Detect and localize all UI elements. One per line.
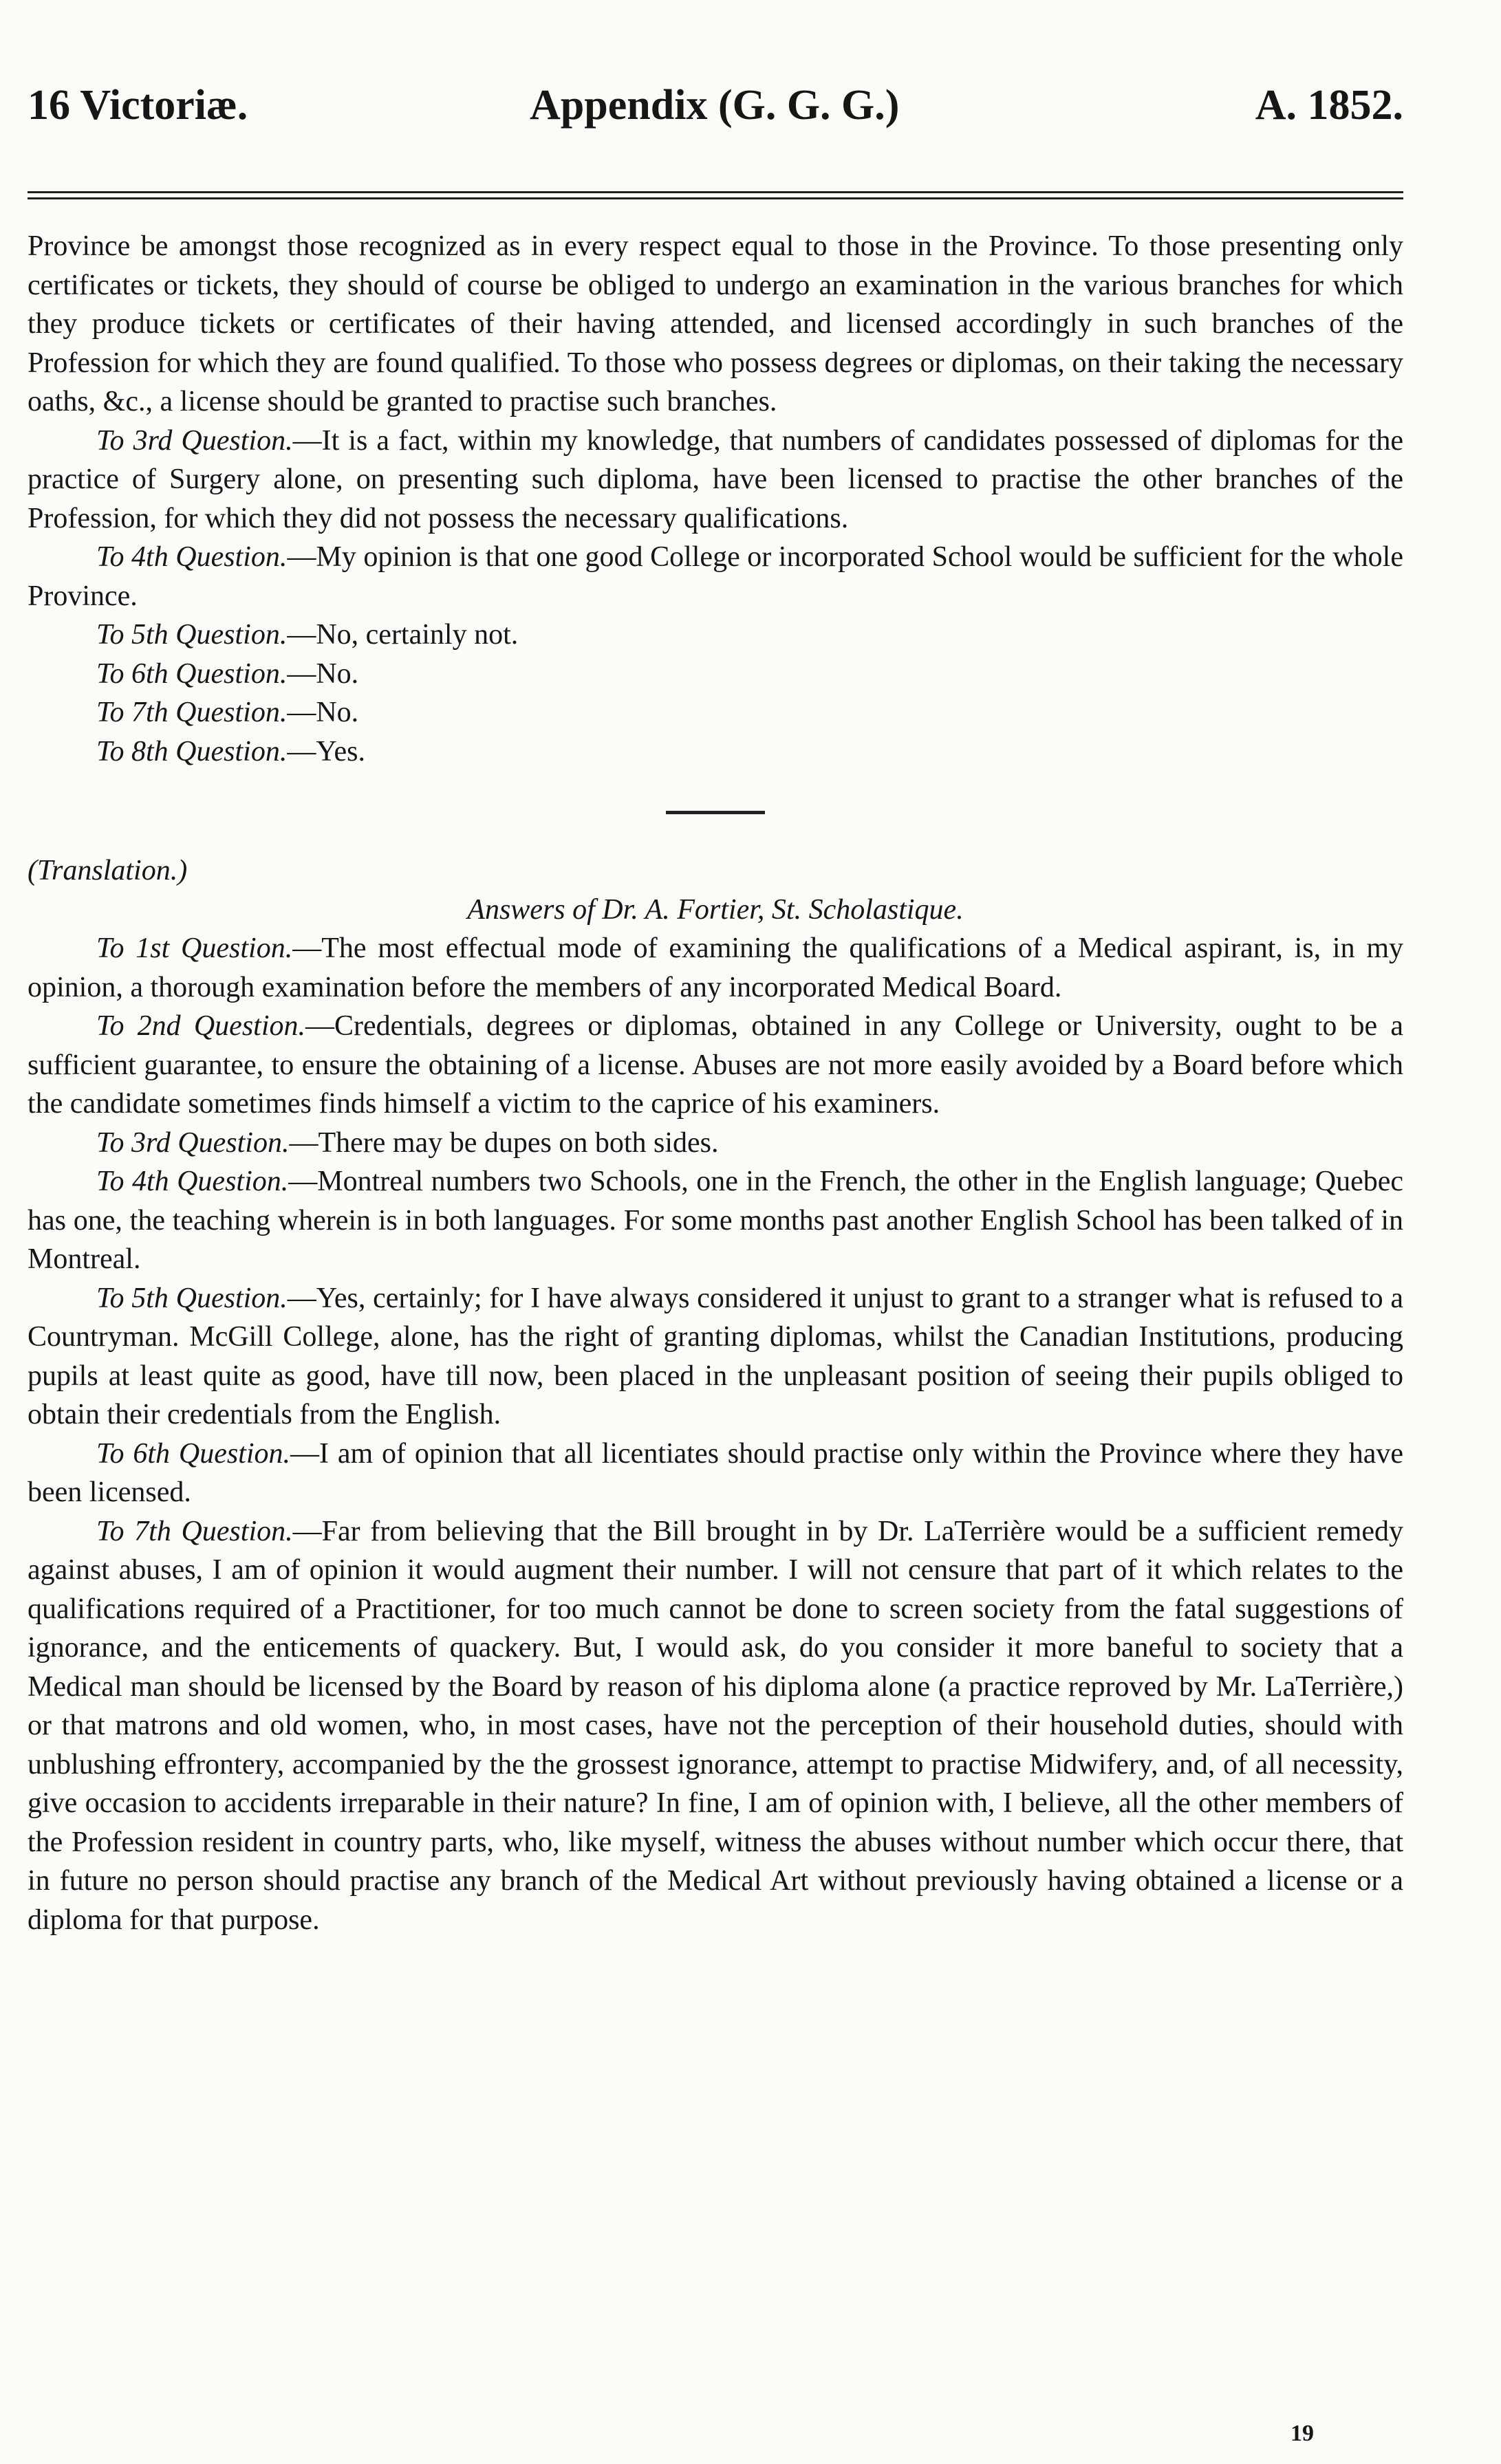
question-label: To 6th Question. bbox=[96, 657, 288, 690]
answer-paragraph bbox=[28, 929, 1403, 1007]
answer-paragraph bbox=[28, 655, 1403, 694]
document-page bbox=[28, 0, 1403, 2464]
answer-text: —Credentials, degrees or diplomas, obtained in any College or University, ought to be a sufficient guarantee, to ensure the obtaining of a license. Abuses are not more easily avoided by a Board before which the candidate sometimes finds himself a victim to the caprice of his examiners. bbox=[28, 1010, 1403, 1120]
answer-paragraph bbox=[28, 693, 1403, 732]
answer-paragraph bbox=[28, 422, 1403, 538]
answer-text: —My opinion is that one good College or incorporated School would be sufficient for the whole Province. bbox=[28, 541, 1403, 612]
question-label: To 8th Question. bbox=[96, 735, 288, 767]
answer-paragraph bbox=[28, 1124, 1403, 1163]
section-heading: Answers of Dr. A. Fortier, St. Scholastique. bbox=[467, 893, 964, 926]
answer-paragraph bbox=[28, 538, 1403, 615]
question-label: To 7th Question. bbox=[96, 697, 288, 728]
answer-text: —There may be dupes on both sides. bbox=[289, 1126, 719, 1159]
answer-paragraph bbox=[28, 1007, 1403, 1124]
question-label: To 4th Question. bbox=[96, 541, 288, 573]
question-label: To 7th Question. bbox=[96, 1515, 293, 1547]
answer-text: —Yes, certainly; for I have always considered it unjust to grant to a stranger what is refused to a Countryman. McGill College, alone, has the right of granting diplomas, whilst the Canadian Institutions, producing pupils at least quite as good, have till now, been placed in the unpleasant position of seeing their pupils obliged to obtain their credentials from the English. bbox=[28, 1282, 1403, 1430]
question-label: To 6th Question. bbox=[96, 1437, 291, 1470]
question-label: To 2nd Question. bbox=[96, 1010, 305, 1042]
answer-text: —It is a fact, within my knowledge, that numbers of candidates possessed of diplomas for the practice of Surgery alone, on presenting such diploma, have been licensed to practise the other branches of the Profession, for which they did not possess the necessary qualifications. bbox=[28, 424, 1403, 534]
answer-text: —No. bbox=[287, 697, 359, 728]
answer-text: —No, certainly not. bbox=[287, 619, 519, 651]
answer-text: —Montreal numbers two Schools, one in the French, the other in the English language; Quebec has one, the teaching wherein is in both languages. For some months past another English School has been talked of in Montreal. bbox=[28, 1166, 1403, 1275]
answer-paragraph bbox=[28, 615, 1403, 655]
question-label: To 3rd Question. bbox=[96, 1126, 290, 1159]
question-label: To 5th Question. bbox=[96, 1282, 288, 1314]
answer-text: —Far from believing that the Bill brought in by Dr. LaTerrière would be a sufficient remedy against abuses, I am of opinion it would augment their number. I will not censure that part of it which relates to the qualifications required of a Practitioner, for too much cannot be done to screen society from the fatal suggestions of ignorance, and the enticements of quackery. But, I would ask, do you consider it more baneful to society that a Medical man should be licensed by the Board by reason of his diploma alone (a practice reproved by Mr. LaTerrière,) or that matrons and old women, who, in most cases, have not the perception of their household duties, should with unblushing effrontery, accompanied by the the grossest ignorance, attempt to practise Midwifery, and, of all necessity, give occasion to accidents irreparable in their nature? In fine, I am of opinion with, I believe, all the other members of the Profession resident in country parts, who, like myself, witness the abuses without number which occur there, that in future no person should practise any branch of the Medical Art without previously having obtained a license or a diploma for that purpose. bbox=[28, 1515, 1403, 1936]
answer-paragraph bbox=[28, 1162, 1403, 1279]
question-label: To 4th Question. bbox=[96, 1166, 289, 1197]
answer-text: —No. bbox=[287, 657, 359, 690]
header-session: 16 Victoriæ. bbox=[28, 82, 248, 129]
question-label: To 5th Question. bbox=[96, 619, 288, 651]
translation-note: (Translation.) bbox=[28, 855, 188, 886]
answer-text: —I am of opinion that all licentiates should practise only within the Province where they have been licensed. bbox=[28, 1437, 1403, 1508]
continuation-paragraph: Province be amongst those recognized as in every respect equal to those in the Province. To those presenting only certificates or tickets, they should of course be obliged to undergo an examination in the various branches for which they produce tickets or certificates of their having attended, and licensed accordingly in such branches of the Profession for which they are found qualified. To those who possess degrees or diplomas, on their taking the necessary oaths, &c., a license should be granted to practise such branches. bbox=[28, 230, 1403, 417]
answer-text: —Yes. bbox=[287, 735, 365, 767]
answer-text: —The most effectual mode of examining the qualifications of a Medical aspirant, is, in my opinion, a thorough examination before the members of any incorporated Medical Board. bbox=[28, 933, 1404, 1003]
header-appendix: Appendix (G. G. G.) bbox=[530, 82, 900, 129]
answer-paragraph bbox=[28, 1512, 1403, 1940]
header-year: A. 1852. bbox=[1255, 82, 1403, 129]
question-label: To 3rd Question. bbox=[96, 424, 293, 457]
running-header bbox=[28, 81, 1403, 150]
answer-paragraph bbox=[28, 1435, 1403, 1512]
header-rule bbox=[28, 191, 1403, 199]
question-label: To 1st Question. bbox=[96, 933, 293, 964]
answer-paragraph bbox=[28, 732, 1403, 772]
document-body bbox=[28, 227, 1403, 1939]
section-divider bbox=[666, 811, 765, 814]
answer-paragraph bbox=[28, 1279, 1403, 1435]
page-number: 19 bbox=[1291, 2421, 1314, 2446]
